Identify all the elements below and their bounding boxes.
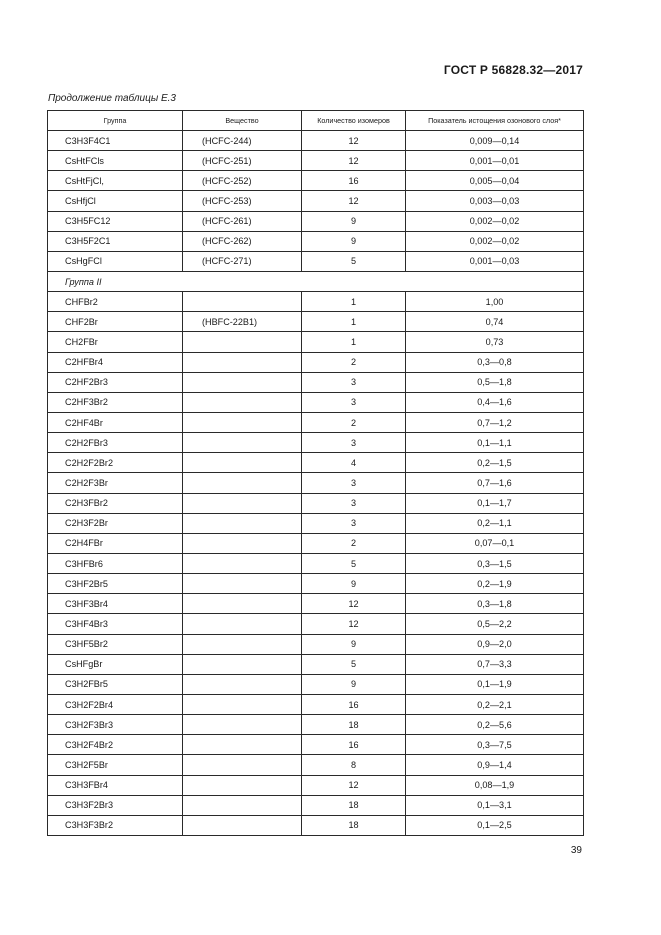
cell-group: C3H5F2C1: [48, 231, 183, 251]
cell-odp: 0,2—1,9: [406, 574, 584, 594]
cell-odp: 0,001—0,03: [406, 251, 584, 271]
table-row: [48, 634, 584, 654]
cell-group: C3H3F2Br3: [48, 795, 183, 815]
cell-group: CsHgFCl: [48, 251, 183, 271]
cell-odp: 0,74: [406, 312, 584, 332]
table-row: [48, 775, 584, 795]
table-row: [48, 553, 584, 573]
group-heading-row: [48, 271, 584, 291]
cell-substance: [183, 735, 302, 755]
cell-substance: [183, 332, 302, 352]
cell-substance: (HCFC-261): [183, 211, 302, 231]
table-row: [48, 694, 584, 714]
cell-isomers: 18: [302, 795, 406, 815]
cell-odp: 1,00: [406, 292, 584, 312]
cell-odp: 0,1—1,7: [406, 493, 584, 513]
cell-group: C3H2F3Br3: [48, 715, 183, 735]
cell-substance: [183, 513, 302, 533]
cell-isomers: 1: [302, 332, 406, 352]
table-row: [48, 412, 584, 432]
cell-isomers: 3: [302, 493, 406, 513]
cell-odp: 0,001—0,01: [406, 151, 584, 171]
cell-isomers: 3: [302, 473, 406, 493]
cell-group: C2HFBr4: [48, 352, 183, 372]
table-row: [48, 211, 584, 231]
cell-odp: 0,3—1,8: [406, 594, 584, 614]
group-heading: Группа II: [48, 271, 584, 291]
table-row: [48, 372, 584, 392]
cell-isomers: 16: [302, 735, 406, 755]
cell-odp: 0,9—2,0: [406, 634, 584, 654]
page-number: 39: [570, 845, 582, 856]
table-row: [48, 755, 584, 775]
cell-substance: (HCFC-271): [183, 251, 302, 271]
cell-odp: 0,2—1,5: [406, 453, 584, 473]
cell-odp: 0,5—1,8: [406, 372, 584, 392]
table-row: [48, 131, 584, 151]
cell-odp: 0,003—0,03: [406, 191, 584, 211]
cell-group: C2H2F3Br: [48, 473, 183, 493]
column-header-isomers: Количество изомеров: [302, 111, 406, 131]
cell-substance: [183, 694, 302, 714]
cell-odp: 0,4—1,6: [406, 392, 584, 412]
cell-isomers: 2: [302, 352, 406, 372]
cell-group: C3H2F5Br: [48, 755, 183, 775]
cell-group: C3HFBr6: [48, 553, 183, 573]
cell-isomers: 12: [302, 151, 406, 171]
cell-odp: 0,5—2,2: [406, 614, 584, 634]
cell-substance: [183, 473, 302, 493]
table-row: [48, 493, 584, 513]
cell-odp: 0,73: [406, 332, 584, 352]
cell-substance: (HCFC-244): [183, 131, 302, 151]
table-row: [48, 654, 584, 674]
cell-group: C2H2FBr3: [48, 433, 183, 453]
cell-isomers: 16: [302, 171, 406, 191]
substances-table: [47, 110, 584, 836]
cell-substance: [183, 412, 302, 432]
table-row: [48, 352, 584, 372]
table-row: [48, 614, 584, 634]
cell-substance: [183, 775, 302, 795]
table-row: [48, 815, 584, 835]
cell-substance: (HCFC-253): [183, 191, 302, 211]
cell-isomers: 5: [302, 553, 406, 573]
cell-isomers: 3: [302, 433, 406, 453]
table-row: [48, 231, 584, 251]
cell-odp: 0,3—7,5: [406, 735, 584, 755]
cell-odp: 0,3—1,5: [406, 553, 584, 573]
cell-substance: [183, 453, 302, 473]
table-caption: Продолжение таблицы Е.3: [48, 93, 176, 104]
cell-group: C3H2F4Br2: [48, 735, 183, 755]
cell-substance: [183, 594, 302, 614]
cell-substance: [183, 674, 302, 694]
table-row: [48, 332, 584, 352]
cell-group: C3HF2Br5: [48, 574, 183, 594]
cell-isomers: 9: [302, 634, 406, 654]
cell-group: CsHtFCls: [48, 151, 183, 171]
cell-substance: [183, 433, 302, 453]
column-header-group: Группа: [48, 111, 183, 131]
table-row: [48, 594, 584, 614]
cell-isomers: 18: [302, 815, 406, 835]
standard-header: ГОСТ Р 56828.32—2017: [443, 63, 583, 77]
cell-group: C3H5FC12: [48, 211, 183, 231]
cell-odp: 0,07—0,1: [406, 533, 584, 553]
cell-isomers: 12: [302, 614, 406, 634]
cell-substance: (HCFC-251): [183, 151, 302, 171]
cell-group: CsHFgBr: [48, 654, 183, 674]
cell-isomers: 16: [302, 694, 406, 714]
cell-isomers: 9: [302, 211, 406, 231]
cell-odp: 0,7—3,3: [406, 654, 584, 674]
cell-group: C3H3F3Br2: [48, 815, 183, 835]
table-row: [48, 574, 584, 594]
cell-isomers: 18: [302, 715, 406, 735]
cell-odp: 0,1—1,1: [406, 433, 584, 453]
cell-isomers: 3: [302, 392, 406, 412]
cell-group: CsHtFjCl,: [48, 171, 183, 191]
table-row: [48, 312, 584, 332]
table-body: [48, 131, 584, 836]
cell-group: C2H4FBr: [48, 533, 183, 553]
table-row: [48, 513, 584, 533]
cell-isomers: 9: [302, 574, 406, 594]
cell-substance: [183, 614, 302, 634]
cell-group: C3H2FBr5: [48, 674, 183, 694]
cell-group: C3H3F4C1: [48, 131, 183, 151]
cell-group: C3H2F2Br4: [48, 694, 183, 714]
cell-isomers: 12: [302, 191, 406, 211]
cell-group: C3H3FBr4: [48, 775, 183, 795]
cell-group: CHF2Br: [48, 312, 183, 332]
cell-substance: [183, 493, 302, 513]
table-row: [48, 473, 584, 493]
cell-substance: [183, 795, 302, 815]
cell-odp: 0,9—1,4: [406, 755, 584, 775]
cell-isomers: 4: [302, 453, 406, 473]
cell-odp: 0,3—0,8: [406, 352, 584, 372]
table-row: [48, 191, 584, 211]
cell-isomers: 12: [302, 594, 406, 614]
cell-substance: [183, 392, 302, 412]
table-row: [48, 735, 584, 755]
cell-group: C2HF3Br2: [48, 392, 183, 412]
cell-odp: 0,08—1,9: [406, 775, 584, 795]
table-row: [48, 453, 584, 473]
cell-isomers: 8: [302, 755, 406, 775]
table-row: [48, 292, 584, 312]
table-row: [48, 795, 584, 815]
cell-substance: (HCFC-262): [183, 231, 302, 251]
cell-odp: 0,7—1,6: [406, 473, 584, 493]
cell-substance: [183, 715, 302, 735]
cell-isomers: 5: [302, 251, 406, 271]
cell-isomers: 1: [302, 292, 406, 312]
cell-substance: [183, 292, 302, 312]
cell-isomers: 2: [302, 533, 406, 553]
table-row: [48, 392, 584, 412]
cell-isomers: 12: [302, 775, 406, 795]
cell-odp: 0,2—2,1: [406, 694, 584, 714]
cell-group: C2H3F2Br: [48, 513, 183, 533]
cell-odp: 0,2—1,1: [406, 513, 584, 533]
table-row: [48, 533, 584, 553]
cell-group: C2H2F2Br2: [48, 453, 183, 473]
cell-isomers: 3: [302, 372, 406, 392]
cell-odp: 0,2—5,6: [406, 715, 584, 735]
cell-group: CHFBr2: [48, 292, 183, 312]
table-header-row: [48, 111, 584, 131]
cell-group: C3HF5Br2: [48, 634, 183, 654]
table-row: [48, 171, 584, 191]
cell-odp: 0,002—0,02: [406, 211, 584, 231]
cell-group: C3HF3Br4: [48, 594, 183, 614]
cell-odp: 0,009—0,14: [406, 131, 584, 151]
column-header-odp: Показатель истощения озонового слоя*: [406, 111, 584, 131]
table-row: [48, 674, 584, 694]
cell-isomers: 3: [302, 513, 406, 533]
cell-substance: [183, 372, 302, 392]
cell-isomers: 5: [302, 654, 406, 674]
column-header-substance: Вещество: [183, 111, 302, 131]
cell-substance: [183, 533, 302, 553]
cell-isomers: 2: [302, 412, 406, 432]
table-row: [48, 151, 584, 171]
cell-odp: 0,1—3,1: [406, 795, 584, 815]
cell-odp: 0,7—1,2: [406, 412, 584, 432]
cell-odp: 0,002—0,02: [406, 231, 584, 251]
cell-isomers: 12: [302, 131, 406, 151]
cell-group: CsHfjCl: [48, 191, 183, 211]
cell-substance: [183, 553, 302, 573]
cell-group: C2H3FBr2: [48, 493, 183, 513]
cell-odp: 0,1—1,9: [406, 674, 584, 694]
cell-substance: (HBFC-22B1): [183, 312, 302, 332]
cell-odp: 0,1—2,5: [406, 815, 584, 835]
cell-isomers: 1: [302, 312, 406, 332]
cell-substance: [183, 654, 302, 674]
cell-group: C2HF2Br3: [48, 372, 183, 392]
table-row: [48, 251, 584, 271]
cell-group: C2HF4Br: [48, 412, 183, 432]
cell-substance: [183, 352, 302, 372]
cell-substance: [183, 634, 302, 654]
cell-group: C3HF4Br3: [48, 614, 183, 634]
cell-group: CH2FBr: [48, 332, 183, 352]
cell-substance: [183, 755, 302, 775]
cell-substance: [183, 574, 302, 594]
table-row: [48, 433, 584, 453]
cell-substance: (HCFC-252): [183, 171, 302, 191]
cell-substance: [183, 815, 302, 835]
table-row: [48, 715, 584, 735]
cell-isomers: 9: [302, 231, 406, 251]
cell-isomers: 9: [302, 674, 406, 694]
cell-odp: 0,005—0,04: [406, 171, 584, 191]
